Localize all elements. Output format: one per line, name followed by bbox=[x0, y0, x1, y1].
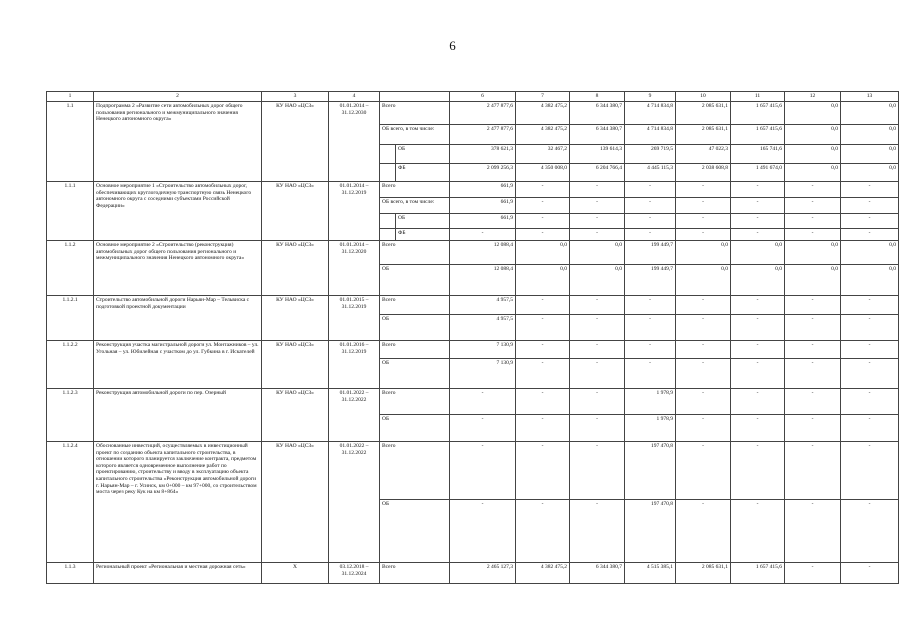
value-cell: - bbox=[516, 214, 570, 229]
row-executor: КУ НАО «ЦСЗ» bbox=[262, 341, 329, 389]
value-cell: - bbox=[841, 500, 899, 563]
table-row bbox=[47, 241, 899, 265]
funding-source-label: ОБ всего, в том числе: bbox=[380, 125, 450, 145]
header-cell: 1 bbox=[47, 92, 94, 102]
funding-source-label: ОБ bbox=[380, 265, 450, 296]
value-cell: 0,0 bbox=[785, 265, 841, 296]
value-cell: - bbox=[841, 198, 899, 214]
row-executor: КУ НАО «ЦСЗ» bbox=[262, 442, 329, 563]
value-cell: - bbox=[676, 341, 731, 359]
value-cell: 4 382 475,2 bbox=[516, 102, 570, 125]
value-cell: 199 449,7 bbox=[625, 241, 676, 265]
value-cell: - bbox=[785, 198, 841, 214]
row-number: 1.1.2.3 bbox=[47, 389, 94, 442]
value-cell: - bbox=[570, 214, 625, 229]
header-cell: 8 bbox=[570, 92, 625, 102]
value-cell: - bbox=[570, 182, 625, 198]
row-period: 01.01.2014 – 31.12.2020 bbox=[329, 241, 380, 296]
value-cell: - bbox=[516, 341, 570, 359]
funding-source-label: Всего bbox=[380, 563, 450, 584]
value-cell: 4 957,5 bbox=[450, 315, 516, 341]
value-cell: - bbox=[785, 214, 841, 229]
table-row bbox=[47, 296, 899, 315]
value-cell: - bbox=[516, 315, 570, 341]
value-cell: - bbox=[570, 442, 625, 500]
value-cell: 4 382 475,2 bbox=[516, 563, 570, 584]
funding-source-label: ФБ bbox=[396, 229, 450, 241]
value-cell: 0,0 bbox=[570, 241, 625, 265]
value-cell: - bbox=[841, 359, 899, 389]
value-cell: 0,0 bbox=[841, 241, 899, 265]
value-cell: 47 022,3 bbox=[676, 145, 731, 164]
value-cell: - bbox=[570, 500, 625, 563]
header-cell: 6 bbox=[450, 92, 516, 102]
value-cell: 0,0 bbox=[731, 241, 785, 265]
funding-source-label: Всего bbox=[380, 442, 450, 500]
value-cell: - bbox=[516, 442, 570, 500]
row-executor: КУ НАО «ЦСЗ» bbox=[262, 389, 329, 442]
value-cell: 0,0 bbox=[516, 241, 570, 265]
value-cell: 0,0 bbox=[785, 241, 841, 265]
value-cell: 6 204 766,4 bbox=[570, 164, 625, 182]
value-cell: - bbox=[516, 296, 570, 315]
value-cell: - bbox=[625, 214, 676, 229]
value-cell: - bbox=[731, 415, 785, 442]
value-cell: - bbox=[676, 315, 731, 341]
value-cell: - bbox=[676, 359, 731, 389]
value-cell: 7 130,9 bbox=[450, 359, 516, 389]
row-period: 01.01.2022 – 31.12.2022 bbox=[329, 389, 380, 442]
value-cell: - bbox=[570, 341, 625, 359]
value-cell: - bbox=[731, 229, 785, 241]
value-cell: - bbox=[676, 182, 731, 198]
funding-source-label: Всего bbox=[380, 389, 450, 415]
row-executor: Х bbox=[262, 563, 329, 584]
value-cell: - bbox=[625, 341, 676, 359]
value-cell: - bbox=[676, 296, 731, 315]
value-cell: 1 491 674,0 bbox=[731, 164, 785, 182]
value-cell: - bbox=[450, 229, 516, 241]
header-cell: 3 bbox=[262, 92, 329, 102]
value-cell: - bbox=[450, 415, 516, 442]
value-cell: 1 978,9 bbox=[625, 415, 676, 442]
row-number: 1.1.2.4 bbox=[47, 442, 94, 563]
header-cell: 9 bbox=[625, 92, 676, 102]
table-row bbox=[47, 102, 899, 125]
row-number: 1.1.3 bbox=[47, 563, 94, 584]
value-cell: 6 344 380,7 bbox=[570, 563, 625, 584]
row-description: Строительство автомобильной дороги Нарьян-Мар – Тельвиска с подготовкой проектной документации bbox=[94, 296, 262, 341]
value-cell: - bbox=[676, 389, 731, 415]
row-number: 1.1 bbox=[47, 102, 94, 182]
value-cell: 2 465 127,3 bbox=[450, 563, 516, 584]
row-executor: КУ НАО «ЦСЗ» bbox=[262, 296, 329, 341]
value-cell: - bbox=[570, 296, 625, 315]
value-cell: 7 130,9 bbox=[450, 341, 516, 359]
value-cell: - bbox=[625, 315, 676, 341]
value-cell: 4 957,5 bbox=[450, 296, 516, 315]
value-cell: - bbox=[731, 359, 785, 389]
value-cell: 0,0 bbox=[785, 125, 841, 145]
value-cell: - bbox=[785, 442, 841, 500]
value-cell: 2 085 631,1 bbox=[676, 125, 731, 145]
indent-cell bbox=[380, 229, 396, 241]
value-cell: - bbox=[731, 341, 785, 359]
value-cell: - bbox=[841, 296, 899, 315]
value-cell: 0,0 bbox=[785, 164, 841, 182]
value-cell: - bbox=[731, 500, 785, 563]
table-row bbox=[47, 182, 899, 198]
value-cell: - bbox=[516, 229, 570, 241]
value-cell: 2 099 256,3 bbox=[450, 164, 516, 182]
value-cell: - bbox=[841, 214, 899, 229]
value-cell: - bbox=[785, 415, 841, 442]
value-cell: - bbox=[625, 229, 676, 241]
value-cell: 661,9 bbox=[450, 214, 516, 229]
value-cell: - bbox=[841, 229, 899, 241]
value-cell: 199 449,7 bbox=[625, 265, 676, 296]
value-cell: 0,0 bbox=[841, 265, 899, 296]
value-cell: 6 344 380,7 bbox=[570, 102, 625, 125]
row-number: 1.1.2.2 bbox=[47, 341, 94, 389]
header-cell: 2 bbox=[94, 92, 262, 102]
table-row bbox=[47, 389, 899, 415]
indent-cell bbox=[380, 214, 396, 229]
value-cell: - bbox=[516, 415, 570, 442]
header-row bbox=[47, 92, 899, 102]
value-cell: - bbox=[841, 315, 899, 341]
funding-source-label: ОБ bbox=[396, 145, 450, 164]
value-cell: 0,0 bbox=[841, 125, 899, 145]
header-cell: 13 bbox=[841, 92, 899, 102]
funding-source-label: Всего bbox=[380, 341, 450, 359]
row-description: Реконструкция участка магистральной дороги ул. Монтажников – ул. Угольная – ул. Юбилейная с участком до ул. Губкина в г. Искателей bbox=[94, 341, 262, 389]
value-cell: - bbox=[785, 182, 841, 198]
funding-source-label: Всего bbox=[380, 182, 450, 198]
value-cell: - bbox=[731, 389, 785, 415]
header-cell: 11 bbox=[731, 92, 785, 102]
value-cell: 661,9 bbox=[450, 182, 516, 198]
value-cell: 2 085 631,1 bbox=[676, 102, 731, 125]
value-cell: - bbox=[785, 389, 841, 415]
row-description: Обоснованные инвестиций, осуществляемых в инвестиционный проект по созданию объекта капитального строительства, в отношении которого планируется заключение контракта, предметом которого является одновременное выполнение работ по проектированию, строительству и вводу в эксплуатацию объекта капитального строительства «Реконструкция автомобильной дороги г. Нарьян-Мар – г. Усинск, км 0+000 – км 97+000, со строительством моста через реку Кук на км 8+864» bbox=[94, 442, 262, 563]
value-cell: 6 344 380,7 bbox=[570, 125, 625, 145]
value-cell: - bbox=[570, 315, 625, 341]
value-cell: 197 470,8 bbox=[625, 500, 676, 563]
value-cell: 661,9 bbox=[450, 198, 516, 214]
value-cell: 32 467,2 bbox=[516, 145, 570, 164]
funding-source-label: ФБ bbox=[396, 164, 450, 182]
row-executor: КУ НАО «ЦСЗ» bbox=[262, 241, 329, 296]
header-cell: 10 bbox=[676, 92, 731, 102]
value-cell: 0,0 bbox=[785, 102, 841, 125]
value-cell: - bbox=[625, 182, 676, 198]
value-cell: 0,0 bbox=[731, 265, 785, 296]
value-cell: 12 088,4 bbox=[450, 265, 516, 296]
funding-source-label: ОБ bbox=[380, 500, 450, 563]
value-cell: - bbox=[450, 442, 516, 500]
row-executor: КУ НАО «ЦСЗ» bbox=[262, 102, 329, 182]
value-cell: 2 038 608,8 bbox=[676, 164, 731, 182]
row-description: Региональный проект «Региональная и местная дорожная сеть» bbox=[94, 563, 262, 584]
value-cell: - bbox=[625, 296, 676, 315]
page-number: 6 bbox=[449, 38, 456, 53]
header-cell: 4 bbox=[329, 92, 380, 102]
row-period: 01.01.2015 – 31.12.2019 bbox=[329, 296, 380, 341]
value-cell: 0,0 bbox=[841, 164, 899, 182]
value-cell: 4 714 834,8 bbox=[625, 102, 676, 125]
value-cell: 1 978,9 bbox=[625, 389, 676, 415]
table-row bbox=[47, 341, 899, 359]
value-cell: - bbox=[625, 198, 676, 214]
row-period: 01.01.2022 – 31.12.2022 bbox=[329, 442, 380, 563]
value-cell: - bbox=[570, 229, 625, 241]
value-cell: 1 657 415,6 bbox=[731, 102, 785, 125]
table-row bbox=[47, 442, 899, 500]
table-row bbox=[47, 563, 899, 584]
funding-source-label: Всего bbox=[380, 241, 450, 265]
value-cell: - bbox=[570, 359, 625, 389]
indent-cell bbox=[380, 145, 396, 164]
budget-table bbox=[46, 91, 899, 584]
value-cell: 4 350 008,0 bbox=[516, 164, 570, 182]
row-period: 03.12.2018 – 31.12.2024 bbox=[329, 563, 380, 584]
value-cell: - bbox=[841, 415, 899, 442]
value-cell: 0,0 bbox=[785, 145, 841, 164]
value-cell: - bbox=[841, 182, 899, 198]
value-cell: 2 477 877,6 bbox=[450, 125, 516, 145]
value-cell: - bbox=[785, 315, 841, 341]
value-cell: - bbox=[625, 359, 676, 389]
value-cell: 165 741,6 bbox=[731, 145, 785, 164]
value-cell: 12 088,4 bbox=[450, 241, 516, 265]
value-cell: 0,0 bbox=[516, 265, 570, 296]
value-cell: 0,0 bbox=[570, 265, 625, 296]
value-cell: 0,0 bbox=[841, 145, 899, 164]
row-description: Реконструкция автомобильной дороги по пер. Озерный bbox=[94, 389, 262, 442]
funding-source-label: ОБ bbox=[380, 315, 450, 341]
row-executor: КУ НАО «ЦСЗ» bbox=[262, 182, 329, 241]
value-cell: - bbox=[450, 389, 516, 415]
value-cell: 2 477 877,6 bbox=[450, 102, 516, 125]
value-cell: - bbox=[785, 500, 841, 563]
funding-source-label: ОБ всего, в том числе: bbox=[380, 198, 450, 214]
value-cell: - bbox=[570, 389, 625, 415]
value-cell: - bbox=[785, 296, 841, 315]
value-cell: - bbox=[676, 415, 731, 442]
value-cell: - bbox=[731, 315, 785, 341]
value-cell: 4 445 115,3 bbox=[625, 164, 676, 182]
indent-cell bbox=[380, 164, 396, 182]
value-cell: 269 719,5 bbox=[625, 145, 676, 164]
value-cell: - bbox=[785, 359, 841, 389]
funding-source-label: ОБ bbox=[396, 214, 450, 229]
value-cell: 0,0 bbox=[676, 265, 731, 296]
value-cell: - bbox=[570, 198, 625, 214]
value-cell: - bbox=[841, 563, 899, 584]
value-cell: 0,0 bbox=[841, 102, 899, 125]
value-cell: - bbox=[516, 359, 570, 389]
value-cell: - bbox=[731, 198, 785, 214]
value-cell: - bbox=[785, 341, 841, 359]
value-cell: - bbox=[516, 500, 570, 563]
value-cell: - bbox=[450, 500, 516, 563]
value-cell: 197 470,8 bbox=[625, 442, 676, 500]
value-cell: 1 657 415,6 bbox=[731, 125, 785, 145]
funding-source-label: ОБ bbox=[380, 415, 450, 442]
row-number: 1.1.2.1 bbox=[47, 296, 94, 341]
value-cell: 139 614,3 bbox=[570, 145, 625, 164]
value-cell: 2 085 631,1 bbox=[676, 563, 731, 584]
value-cell: - bbox=[731, 182, 785, 198]
value-cell: 1 657 415,6 bbox=[731, 563, 785, 584]
value-cell: - bbox=[785, 229, 841, 241]
row-number: 1.1.2 bbox=[47, 241, 94, 296]
value-cell: 4 382 475,2 bbox=[516, 125, 570, 145]
value-cell: - bbox=[676, 500, 731, 563]
funding-source-label: ОБ bbox=[380, 359, 450, 389]
row-description: Подпрограмма 2 «Развитие сети автомобильных дорог общего пользования регионального и межмуниципального значения Ненецкого автономного округа» bbox=[94, 102, 262, 182]
value-cell: - bbox=[841, 341, 899, 359]
value-cell: - bbox=[570, 415, 625, 442]
value-cell: - bbox=[841, 442, 899, 500]
header-cell bbox=[380, 92, 450, 102]
funding-source-label: Всего bbox=[380, 296, 450, 315]
value-cell: - bbox=[516, 389, 570, 415]
value-cell: 4 714 834,8 bbox=[625, 125, 676, 145]
row-period: 01.01.2016 – 31.12.2019 bbox=[329, 341, 380, 389]
row-period: 01.01.2014 – 31.12.2030 bbox=[329, 102, 380, 182]
value-cell: - bbox=[676, 442, 731, 500]
value-cell: - bbox=[676, 214, 731, 229]
value-cell: - bbox=[841, 389, 899, 415]
value-cell: 0,0 bbox=[676, 241, 731, 265]
value-cell: - bbox=[785, 563, 841, 584]
row-description: Основное мероприятие 1 «Строительство автомобильных дорог, обеспечивающих круглогодичную транспортную связь Ненецкого автономного округа с соседними субъектами Российской Федерации» bbox=[94, 182, 262, 241]
header-cell: 7 bbox=[516, 92, 570, 102]
value-cell: 378 621,3 bbox=[450, 145, 516, 164]
row-number: 1.1.1 bbox=[47, 182, 94, 241]
value-cell: - bbox=[516, 198, 570, 214]
row-period: 01.01.2014 – 31.12.2019 bbox=[329, 182, 380, 241]
value-cell: - bbox=[516, 182, 570, 198]
header-cell: 12 bbox=[785, 92, 841, 102]
value-cell: - bbox=[731, 214, 785, 229]
value-cell: 4 515 385,1 bbox=[625, 563, 676, 584]
funding-source-label: Всего bbox=[380, 102, 450, 125]
value-cell: - bbox=[676, 198, 731, 214]
value-cell: - bbox=[731, 442, 785, 500]
value-cell: - bbox=[731, 296, 785, 315]
value-cell: - bbox=[676, 229, 731, 241]
row-description: Основное мероприятие 2 «Строительство (реконструкция) автомобильных дорог общего пользования регионального и межмуниципального значения Ненецкого автономного округа» bbox=[94, 241, 262, 296]
